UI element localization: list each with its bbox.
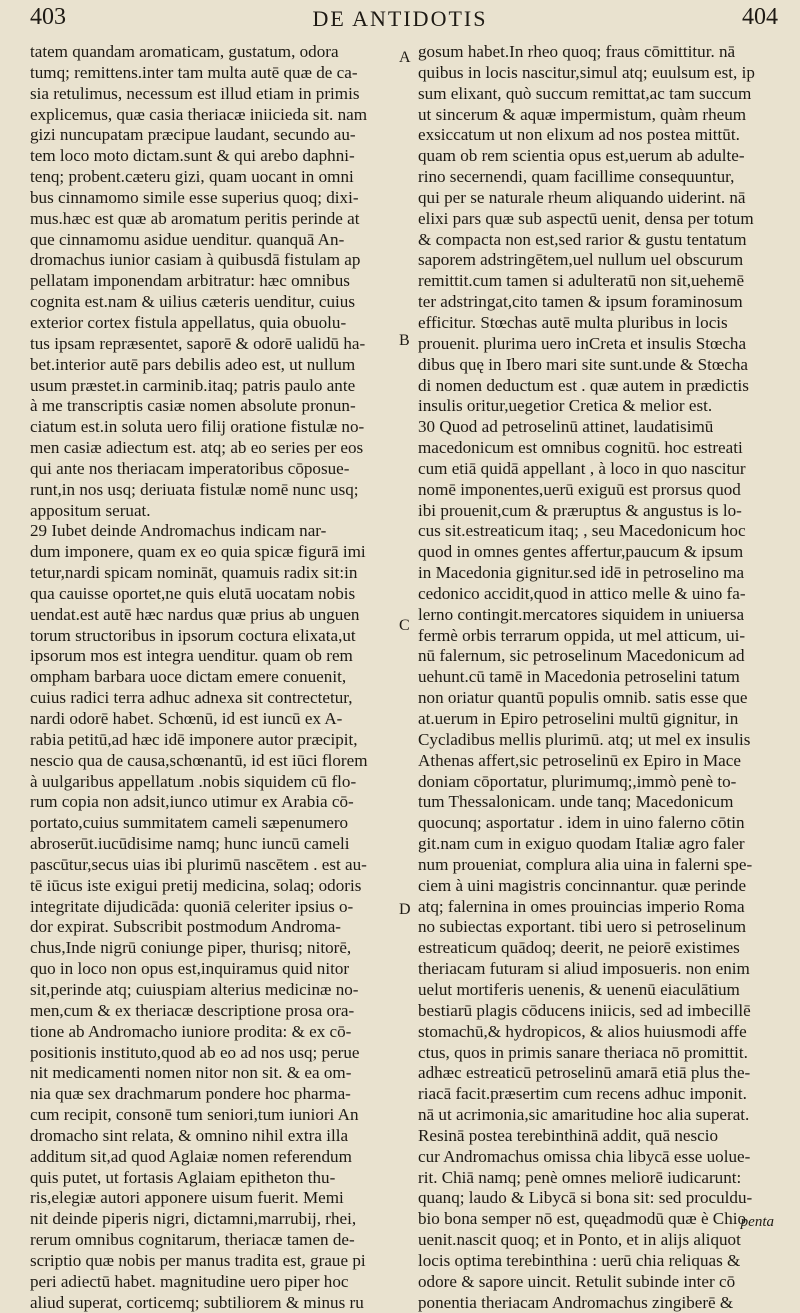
text-line: rit. Chiā namq; penè omnes meliorē iudicarunt: — [418, 1167, 742, 1187]
text-line: men,cum & ex theriacæ descriptione prosa ora- — [30, 1000, 355, 1020]
text-line: in Macedonia gignitur.sed idē in petroselino ma — [418, 563, 745, 583]
text-line: appositum seruat. — [30, 500, 151, 520]
text-line: usum præstet.in carminib.itaq; patris paulo ante — [30, 375, 356, 395]
text-line: aliud superat, corticemq; subtiliorem & minus ru — [30, 1292, 364, 1312]
text-line: cum recipit, consonē tum seniori,tum iuniori An — [30, 1105, 359, 1125]
text-line: integritate dijudicāda: quoniā celeriter ipsius o- — [30, 896, 354, 916]
text-line: tem loco moto dictam.sunt & qui arebo daphni- — [30, 146, 355, 166]
text-line: tē iūcus iste exigui pretij medicina, solaq; odoris — [30, 875, 362, 895]
text-line: bet.interior autē pars debilis adeo est, ut nullum — [30, 354, 356, 374]
catchword: penta — [740, 1214, 774, 1230]
text-line: saporem adstringētem,uel nullum uel obscurum — [418, 250, 744, 270]
running-head — [0, 0, 800, 40]
text-line: lerno contingit.mercatores siquidem in uniuersa — [418, 604, 745, 624]
text-line: uendat.est autē hæc nardus quæ prius ab unguen — [30, 604, 360, 624]
text-line: di nomen deductum est . quæ autem in prædictis — [418, 375, 749, 395]
text-line: qui ante nos theriacam imperatoribus cōposue- — [30, 458, 350, 478]
text-line: pellatam imponendam arbitratur: hæc omnibus — [30, 271, 350, 291]
text-line: prouenit. plurima uero inCreta et insulis Stœcha — [418, 333, 747, 353]
text-line: ter adstringat,cito tamen & ipsum foraminosum — [418, 292, 743, 312]
text-line: no subiectas exportant. tibi uero si petroselinum — [418, 917, 747, 937]
text-line: exterior cortex fistula appellatus, quia obuolu- — [30, 312, 347, 332]
text-line: cur Andromachus omissa chia libycā esse uolue- — [418, 1146, 751, 1166]
text-line: torum structoribus in ipsorum coctura elixata,ut — [30, 625, 356, 645]
text-line: doniam cōportatur, plurimumq;,immò penè to- — [418, 771, 737, 791]
right-text-column — [418, 42, 774, 1313]
text-line: atq; falernina in omes prouincias imperio Roma — [418, 896, 745, 916]
text-line: quo in loco non opus est,inquiramus quid nitor — [30, 959, 350, 979]
text-line: uehunt.cū tamē in Macedonia petroselini tatum — [418, 667, 740, 687]
text-line: rino secernendi, quam facillime consequuntur, — [418, 167, 735, 187]
text-line: quocunq; asportatur . idem in uino falerno cōtin — [418, 813, 745, 833]
text-line: nū falernum, sic petroselinum Macedonicum ad — [418, 646, 745, 666]
text-line: ponentia theriacam Andromachus zingiberē & — [418, 1292, 734, 1312]
text-line: ut sincerum & aquæ impermistum, quàm rheum — [418, 104, 747, 124]
text-line: tetur,nardi spicam nomināt, quamuis radix sit:in — [30, 563, 358, 583]
text-line: tatem quandam aromaticam, gustatum, odora — [30, 42, 339, 61]
text-line: que cinnamomu asidue uenditur. quanquā An- — [30, 229, 345, 249]
text-line: nescio qua de causa,schœnantū, id est iūci florem — [30, 750, 368, 770]
text-line: git.nam cum in exiguo quodam Italiæ agro faler — [418, 834, 745, 854]
text-line: elixi pars quæ sub aspectū uenit, densa per totum — [418, 208, 754, 228]
text-line: sum elixant, quò succum remittat,ac tam succum — [418, 83, 752, 103]
text-line: ctus, quos in primis sanare theriaca nō promittit. — [418, 1042, 748, 1062]
text-line: scriptio quæ nobis per manus tradita est, graue pi — [30, 1250, 366, 1270]
text-line: rum copia non adsit,iunco utimur ex Arabia cō- — [30, 792, 354, 812]
text-line: tum Thessalonicam. unde tanq; Macedonicum — [418, 792, 734, 812]
text-line: estreaticum quādoq; deerit, ne peiorē existimes — [418, 938, 740, 958]
text-line: remittit.cum tamen si adulteratū non sit,uehemē — [418, 271, 745, 291]
running-title: DE ANTIDOTIS — [312, 6, 488, 31]
text-line: nit medicamenti nomen nitor non sit. & ea om- — [30, 1063, 352, 1083]
margin-letter-c: C — [399, 617, 410, 634]
text-line: abroserūt.iucūdisime namq; hunc iuncū cameli — [30, 834, 350, 854]
text-line: 30 Quod ad petroselinū attinet, laudatisimū — [418, 417, 714, 437]
text-line: cognita est.nam & uilius cæteris uenditur, cuius — [30, 292, 355, 312]
text-line: Athenas affert,sic petroselinū ex Epiro in Mace — [418, 750, 741, 770]
text-line: gizi nuncupatam præcipue laudant, secundo au- — [30, 125, 356, 145]
text-line: nā ut acrimonia,sic amaritudine hoc alia superat. — [418, 1105, 750, 1125]
text-line: cum etiā quidā appellant , à loco in quo nascitur — [418, 458, 746, 478]
text-line: odore & sapore uincit. Retulit subinde inter cō — [418, 1271, 736, 1291]
text-line: insulis oritur,uegetior Cretica & melior est. — [418, 396, 713, 416]
text-line: dor expirat. Subscribit postmodum Androma- — [30, 917, 341, 937]
text-line: nomē imponentes,uerū exiguū est prorsus quod — [418, 479, 741, 499]
text-line: quanq; laudo & Libycā si bona sit: sed proculdu- — [418, 1188, 753, 1208]
text-line: exsiccatum ut non elixum ad nos postea mittūt. — [418, 125, 740, 145]
text-line: mus.hæc est quæ ab aromatum peritis perinde at — [30, 208, 360, 228]
left-text-column — [30, 42, 398, 1313]
text-line: efficitur. Stœchas autē multa pluribus in locis — [418, 312, 728, 332]
text-line: ompham barbara uoce dictam emere conuenit, — [30, 667, 347, 687]
text-line: gosum habet.In rheo quoq; fraus cōmittitur. nā — [418, 42, 736, 61]
text-line: uelut mortiferis uenenis, & uenenū eiaculātium — [418, 979, 740, 999]
text-line: nit deinde piperis nigri, dictamni,marrubij, rhei, — [30, 1209, 357, 1229]
text-line: ibi prouenit,cum & præruptus & angustus is lo- — [418, 500, 742, 520]
text-line: qua cauisse oportet,ne quis elutā uocatam nobis — [30, 583, 356, 603]
text-line: riacā facit.præsertim cum recens adhuc imponit. — [418, 1084, 747, 1104]
right-page-number: 404 — [742, 4, 778, 30]
text-line: tenq; probent.cæteru gizi, quam uocant in omni — [30, 167, 354, 187]
text-line: dum imponere, quam ex eo quia spicæ figurā imi — [30, 542, 366, 562]
text-line: men casiæ adiectum est. atq; ab eo series per eos — [30, 438, 364, 458]
text-line: pascūtur,secus uias ibi plurimū nascētem . est au- — [30, 854, 367, 874]
text-line: Resinā postea terebinthinā addit, quā nescio — [418, 1125, 719, 1145]
text-line: chus,Inde nigrū coniunge piper, thurisq; nitorē, — [30, 938, 352, 958]
text-line: & compacta non est,sed rarior & gustu tentatum — [418, 229, 747, 249]
text-line: macedonicum est omnibus cognitū. hoc estreati — [418, 438, 743, 458]
text-line: dromachus iunior casiam à quibusdā fistulam ap — [30, 250, 361, 270]
text-line: nardi odorē habet. Schœnū, id est iuncū ex A- — [30, 709, 343, 728]
text-line: sia retulimus, necessum est illud etiam in primis — [30, 83, 360, 103]
text-line: quibus in locis nascitur,simul atq; euulsum est, ip — [418, 62, 755, 82]
text-line: explicemus, quæ casia theriacæ iniicieda sit. nam — [30, 104, 368, 124]
text-line: à uulgaribus appellatum .nobis siquidem cū flo- — [30, 771, 357, 791]
text-line: bestiarū plagis cōducens iniicis, sed ad imbecillē — [418, 1000, 751, 1020]
text-line: uenit.nascit quoq; et in Ponto, et in alijs aliquot — [418, 1230, 741, 1250]
text-line: fermè orbis terrarum oppida, ut mel atticum, ui- — [418, 625, 746, 645]
left-page-number: 403 — [30, 4, 66, 30]
text-line: tus ipsam repræsentet, saporē & odorē ualidū ha- — [30, 333, 366, 353]
text-line: runt,in nos usq; deriuata fistulæ nomē nunc usq; — [30, 479, 359, 499]
text-line: ipsorum mos est integra uenditur. quam ob rem — [30, 646, 353, 666]
text-line: quis putet, ut fortasis Aglaiam epitheton thu- — [30, 1167, 336, 1187]
text-line: cedonico accidit,quod in attico melle & uino fa- — [418, 583, 746, 603]
margin-letter-b: B — [399, 332, 410, 349]
text-line: additum sit,ad quod Aglaiæ nomen referendum — [30, 1146, 352, 1166]
text-line: at.uerum in Epiro petroselini multū gignitur, in — [418, 709, 739, 728]
text-line: rerum omnibus cognitarum, theriacæ tamen de- — [30, 1230, 355, 1250]
text-line: Cycladibus mellis plurimū. atq; ut mel ex insulis — [418, 729, 751, 749]
text-line: tione ab Andromacho iuniore prodita: & ex cō- — [30, 1021, 352, 1041]
text-line: cuius radici terra adhuc adnexa sit contrectetur, — [30, 688, 353, 708]
text-line: dromacho sint relata, & omnino nihil extra illa — [30, 1125, 349, 1145]
text-line: bio bona semper nō est, quęadmodū quæ è Chio — [418, 1209, 747, 1229]
text-line: rabia petitū,ad hæc idē imponere autor præcipit, — [30, 729, 358, 749]
text-line: ciem à uini magistris concinnantur. quæ perinde — [418, 875, 747, 895]
text-line: à me transcriptis casiæ nomen absolute pronun- — [30, 396, 356, 416]
text-line: 29 Iubet deinde Andromachus indicam nar- — [30, 521, 327, 541]
text-line: quam ob rem scientia opus est,uerum ab adulte- — [418, 146, 745, 166]
text-line: non oriatur quantū populis omnib. satis esse que — [418, 688, 748, 708]
text-line: tumq; remittens.inter tam multa autē quæ de ca- — [30, 62, 358, 82]
text-line: dibus quę in Ibero mari site sunt.unde & Stœcha — [418, 354, 748, 374]
text-line: cus sit.estreaticum itaq; , seu Macedonicum hoc — [418, 521, 746, 541]
margin-letter-a: A — [399, 49, 411, 66]
text-line: quod in omnes gentes affertur,paucum & ipsum — [418, 542, 744, 562]
text-line: nia quæ sex drachmarum pondere hoc pharma- — [30, 1084, 351, 1104]
text-line: theriacam futuram si aliud imposueris. non enim — [418, 959, 750, 979]
margin-letter-d: D — [399, 901, 411, 918]
text-line: bus cinnamomo simile esse superius quoq; dixi- — [30, 187, 359, 207]
text-line: ciatum est.in soluta uero filij oratione fistulæ no- — [30, 417, 365, 437]
text-line: positionis instituto,quod ab eo ad nos usq; perue — [30, 1042, 360, 1062]
text-line: adhæc estreaticū petroselinū amarā etiā plus the- — [418, 1063, 751, 1083]
text-line: num proueniat, complura alia uina in falerni spe- — [418, 854, 753, 874]
text-line: portato,cuius summitatem cameli sæpenumero — [30, 813, 349, 833]
text-line: locis optima terebinthina : uerū chia reliquas & — [418, 1250, 741, 1270]
text-line: qui per se naturale rheum aliquando uiderint. nā — [418, 187, 746, 207]
text-line: ris,elegiæ autori apponere uisum fuerit. Memi — [30, 1188, 344, 1208]
text-line: sit,perinde atq; cuiuspiam alterius medicinæ no- — [30, 979, 359, 999]
text-line: peri adiectū habet. magnitudine uero piper hoc — [30, 1271, 349, 1291]
text-line: stomachū,& hydropicos, & alios huiusmodi affe — [418, 1021, 747, 1041]
